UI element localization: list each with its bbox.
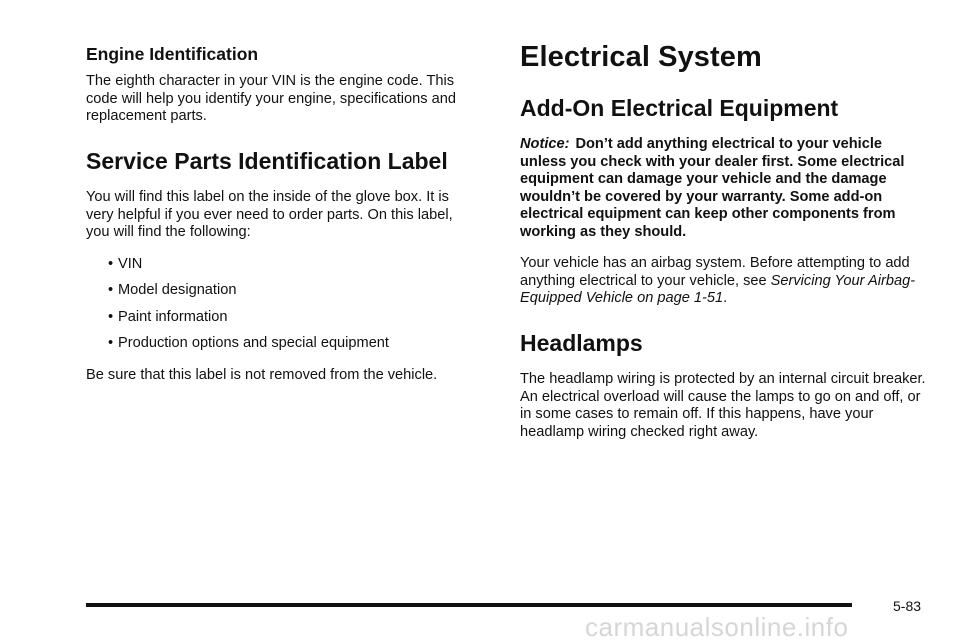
engine-identification-heading: Engine Identification bbox=[86, 44, 259, 64]
notice-paragraph bbox=[520, 136, 930, 241]
left-column bbox=[86, 44, 478, 398]
page-number: 5-83 bbox=[893, 598, 922, 614]
electrical-system-title: Electrical System bbox=[520, 41, 762, 73]
bullet-icon: • bbox=[108, 282, 114, 299]
service-parts-label-heading: Service Parts Identification Label bbox=[86, 147, 448, 174]
airbag-page-reference: Servicing Your Airbag-Equipped Vehicle on page 1-51 bbox=[520, 272, 916, 307]
headlamps-text: The headlamp wiring is protected by an internal circuit breaker. An electrical overload will cause the lamps to go on and off, or in some cases to remain off. If this happens, have your headlamp wiring checked right away. bbox=[520, 371, 926, 440]
bullet-icon: • bbox=[108, 308, 114, 325]
label-closing-text: Be sure that this label is not removed from the vehicle. bbox=[86, 366, 438, 383]
list-item: • Production options and special equipment bbox=[108, 335, 389, 352]
headlamps-heading: Headlamps bbox=[520, 329, 643, 356]
label-contents-list bbox=[86, 256, 478, 353]
notice-text: Don’t add anything electrical to your vehicle unless you check with your dealer first. Some electrical equipment can damage your vehicle and the damage wouldn’t be covered by your warranty. Some add-on electrical equipment can keep other components from working as they should. bbox=[520, 136, 905, 240]
engine-identification-text: The eighth character in your VIN is the engine code. This code will help you identify your engine, specifications and replacement parts. bbox=[86, 73, 456, 124]
list-item: • Paint information bbox=[108, 308, 228, 325]
right-column bbox=[520, 40, 930, 455]
service-parts-label-text: You will find this label on the inside of the glove box. It is very helpful if you ever need to order parts. On this label, you will find the following: bbox=[86, 189, 453, 241]
list-item: • VIN bbox=[108, 255, 143, 272]
bullet-icon: • bbox=[108, 255, 114, 272]
list-item: • Model designation bbox=[108, 282, 237, 299]
watermark: carmanualsonline.info bbox=[585, 612, 849, 642]
add-on-equipment-heading: Add-On Electrical Equipment bbox=[520, 94, 839, 121]
notice-label: Notice: bbox=[520, 136, 570, 153]
bullet-icon: • bbox=[108, 335, 114, 352]
airbag-paragraph: Your vehicle has an airbag system. Before attempting to add anything electrical to your vehicle, see Servicing Your Airbag-Equipped Vehicle on page 1-51. bbox=[520, 255, 916, 307]
footer-rule bbox=[86, 603, 852, 607]
